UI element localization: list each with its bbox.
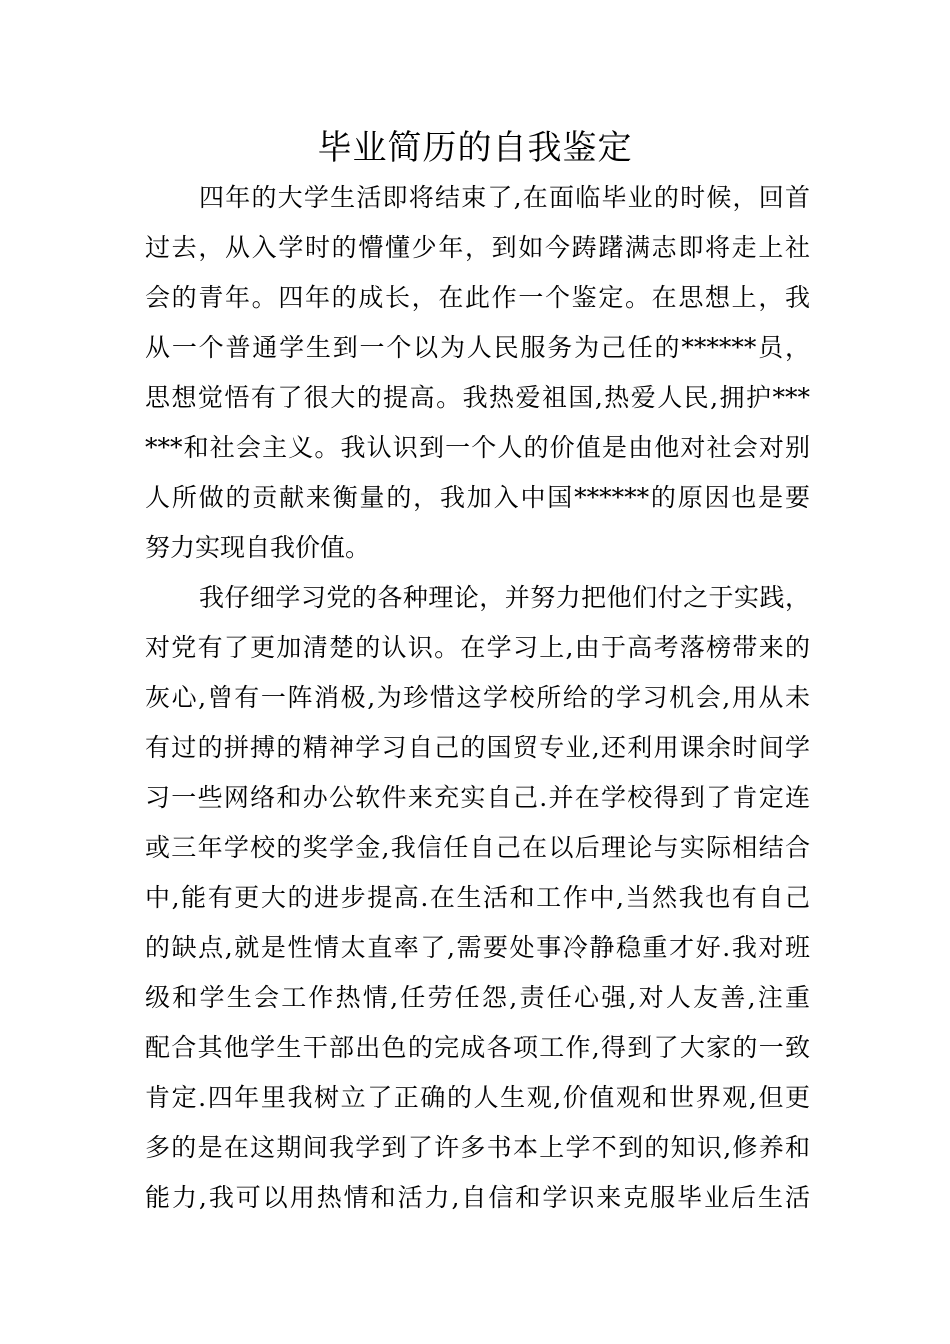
text-line: 肯定.四年里我树立了正确的人生观,价值观和世界观,但更 [145,1083,810,1112]
text-line: 习一些网络和办公软件来充实自己.并在学校得到了肯定连 [145,783,810,812]
text-line: 四年的大学生活即将结束了,在面临毕业的时候，回首 [199,183,810,212]
text-line: 能力,我可以用热情和活力,自信和学识来克服毕业后生活 [145,1183,810,1212]
document-title: 毕业简历的自我鉴定 [317,128,633,168]
text-line: 有过的拼搏的精神学习自己的国贸专业,还利用课余时间学 [145,733,810,762]
text-line: 的缺点,就是性情太直率了,需要处事冷静稳重才好.我对班 [145,933,810,962]
text-line: 配合其他学生干部出色的完成各项工作,得到了大家的一致 [145,1033,810,1062]
text-line: 我仔细学习党的各种理论，并努力把他们付之于实践， [199,583,810,612]
text-line: 从一个普通学生到一个以为人民服务为己任的******员， [145,333,810,362]
text-line: 多的是在这期间我学到了许多书本上学不到的知识,修养和 [145,1133,810,1162]
text-line: 对党有了更加清楚的认识。在学习上,由于高考落榜带来的 [145,633,810,662]
text-line: 努力实现自我价值。 [145,533,371,562]
text-line: 会的青年。四年的成长，在此作一个鉴定。在思想上，我 [145,283,810,312]
text-line: 或三年学校的奖学金,我信任自己在以后理论与实际相结合 [145,833,810,862]
text-line: 中,能有更大的进步提高.在生活和工作中,当然我也有自己 [145,883,810,912]
text-line: 灰心,曾有一阵消极,为珍惜这学校所给的学习机会,用从未 [145,683,810,712]
text-line: 过去，从入学时的懵懂少年，到如今踌躇满志即将走上社 [145,233,810,262]
text-line: 人所做的贡献来衡量的，我加入中国******的原因也是要 [145,483,810,512]
text-line: ***和社会主义。我认识到一个人的价值是由他对社会对别 [145,433,810,462]
text-line: 级和学生会工作热情,任劳任怨,责任心强,对人友善,注重 [145,983,810,1012]
text-line: 思想觉悟有了很大的提高。我热爱祖国,热爱人民,拥护*** [145,383,810,412]
